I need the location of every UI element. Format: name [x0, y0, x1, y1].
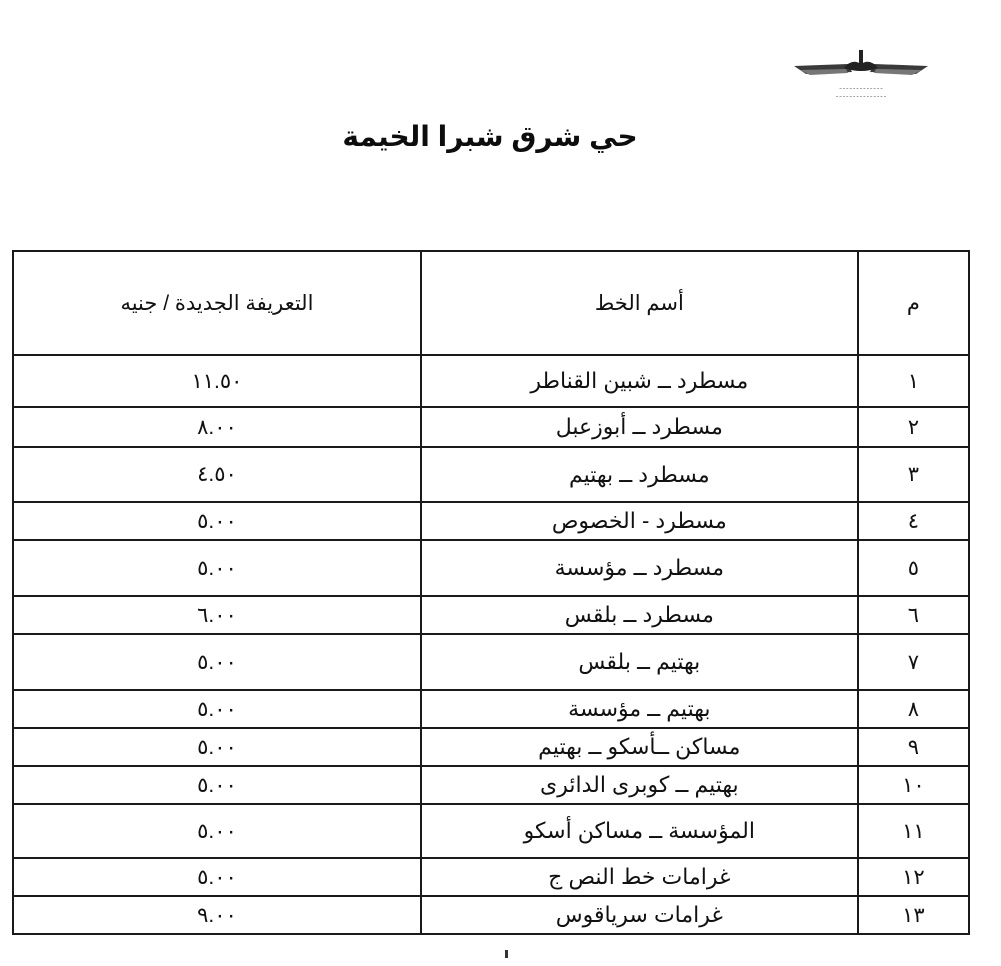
row-fare: ٥.٠٠: [13, 766, 421, 804]
table-row: [13, 804, 969, 858]
table-row: [13, 634, 969, 690]
table-row: [13, 766, 969, 804]
row-line-name: مسطرد - الخصوص: [421, 502, 858, 540]
row-fare: ١١.٥٠: [13, 355, 421, 407]
page-mark: [505, 950, 508, 958]
row-line-name: مسطرد ــ مؤسسة: [421, 540, 858, 596]
row-number: ١١: [858, 804, 969, 858]
table-row: [13, 502, 969, 540]
table-header-row: [13, 251, 969, 355]
table-row: [13, 858, 969, 896]
table-row: [13, 407, 969, 447]
table-row: [13, 596, 969, 634]
table-row: [13, 355, 969, 407]
row-number: ٨: [858, 690, 969, 728]
row-line-name: مسطرد ــ بهتيم: [421, 447, 858, 502]
row-number: ١٠: [858, 766, 969, 804]
row-line-name: غرامات سرياقوس: [421, 896, 858, 934]
table-row: [13, 540, 969, 596]
row-fare: ٩.٠٠: [13, 896, 421, 934]
row-line-name: مساكن ــأسكو ــ بهتيم: [421, 728, 858, 766]
row-fare: ٥.٠٠: [13, 540, 421, 596]
row-line-name: بهتيم ــ بلقس: [421, 634, 858, 690]
table-row: [13, 896, 969, 934]
logo-caption-line-1: ـ ـ ـ ـ ـ ـ ـ ـ ـ ـ ـ ـ ـ: [839, 85, 883, 91]
table-row: [13, 728, 969, 766]
row-fare: ٥.٠٠: [13, 728, 421, 766]
header-number: م: [858, 251, 969, 355]
row-fare: ٥.٠٠: [13, 502, 421, 540]
table-row: [13, 690, 969, 728]
logo-caption: [786, 84, 936, 100]
row-number: ٩: [858, 728, 969, 766]
logo-caption-line-2: ـ ـ ـ ـ ـ ـ ـ ـ ـ ـ ـ ـ ـ ـ ـ: [836, 93, 886, 99]
row-number: ٣: [858, 447, 969, 502]
row-line-name: مسطرد ــ أبوزعبل: [421, 407, 858, 447]
row-line-name: غرامات خط النص ج: [421, 858, 858, 896]
row-number: ٦: [858, 596, 969, 634]
row-number: ٥: [858, 540, 969, 596]
logo: [786, 48, 936, 104]
row-number: ١٣: [858, 896, 969, 934]
table-row: [13, 447, 969, 502]
header-line-name: أسم الخط: [421, 251, 858, 355]
fare-table: [12, 250, 970, 935]
row-number: ٢: [858, 407, 969, 447]
row-number: ٤: [858, 502, 969, 540]
row-fare: ٥.٠٠: [13, 634, 421, 690]
row-fare: ٦.٠٠: [13, 596, 421, 634]
row-fare: ٥.٠٠: [13, 690, 421, 728]
table-body: [13, 355, 969, 934]
row-fare: ٥.٠٠: [13, 804, 421, 858]
row-line-name: المؤسسة ــ مساكن أسكو: [421, 804, 858, 858]
row-line-name: بهتيم ــ كوبرى الدائرى: [421, 766, 858, 804]
row-fare: ٨.٠٠: [13, 407, 421, 447]
row-number: ٧: [858, 634, 969, 690]
row-line-name: مسطرد ــ بلقس: [421, 596, 858, 634]
row-number: ١: [858, 355, 969, 407]
header-new-fare: التعريفة الجديدة / جنيه: [13, 251, 421, 355]
row-fare: ٥.٠٠: [13, 858, 421, 896]
winged-emblem-icon: [786, 48, 936, 84]
row-line-name: مسطرد ــ شبين القناطر: [421, 355, 858, 407]
row-line-name: بهتيم ــ مؤسسة: [421, 690, 858, 728]
row-fare: ٤.٥٠: [13, 447, 421, 502]
page-title: حي شرق شبرا الخيمة: [342, 121, 638, 152]
row-number: ١٢: [858, 858, 969, 896]
